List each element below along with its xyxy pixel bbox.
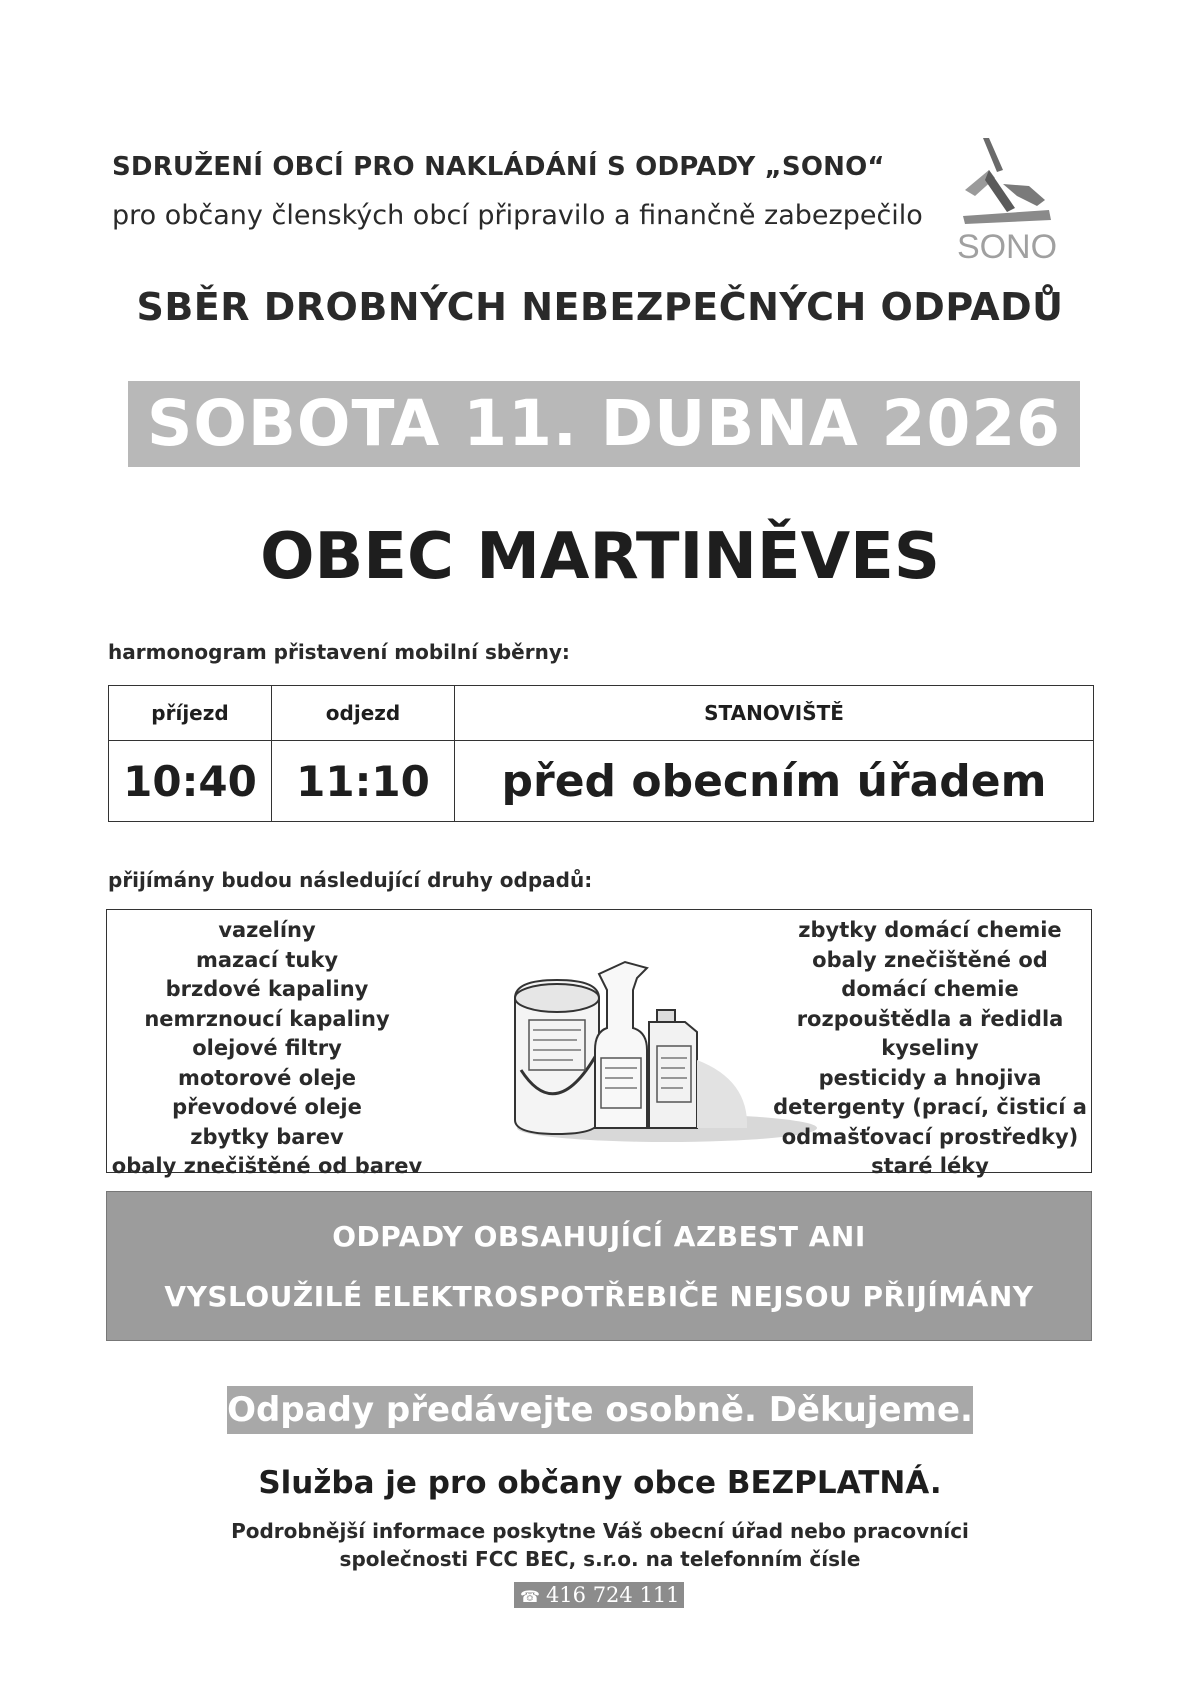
organization-subtitle: pro občany členských obcí připravilo a finančně zabezpečilo (112, 200, 923, 231)
waste-types-box (106, 909, 1092, 1178)
list-item: zbytky domácí chemie (798, 918, 1062, 942)
date-banner: SOBOTA 11. DUBNA 2026 (128, 381, 1080, 467)
list-item: nemrznoucí kapaliny (144, 1006, 390, 1031)
warning-line-1: ODPADY OBSAHUJÍCÍ AZBEST ANI (332, 1220, 866, 1253)
waste-list-left (107, 916, 427, 1182)
list-item: domácí chemie (841, 977, 1019, 1001)
list-item: detergenty (prací, čisticí a (773, 1095, 1087, 1119)
organization-name: SDRUŽENÍ OBCÍ PRO NAKLÁDÁNÍ S ODPADY „SONO“ (112, 152, 885, 182)
schedule-label: harmonogram přistavení mobilní sběrny: (108, 640, 570, 664)
telephone-icon: ☎ (520, 1587, 540, 1606)
list-item: staré léky (871, 1154, 989, 1178)
free-service-note: Služba je pro občany obce BEZPLATNÁ. (258, 1465, 942, 1501)
list-item: obaly znečištěné od (812, 947, 1048, 972)
header-location: STANOVIŠTĚ (455, 686, 1094, 741)
list-item: odmašťovací prostředky) (781, 1124, 1079, 1149)
arrival-time: 10:40 (109, 741, 272, 822)
main-title: SBĚR DROBNÝCH NEBEZPEČNÝCH ODPADŮ (136, 285, 1064, 329)
location-value: před obecním úřadem (455, 741, 1094, 822)
list-item: vazelíny (218, 918, 316, 942)
waste-list-right (767, 916, 1093, 1182)
contact-info-line-2: společnosti FCC BEC, s.r.o. na telefonním čísle (339, 1547, 861, 1571)
phone-number: 416 724 111 (545, 1583, 680, 1607)
list-item: rozpouštědla a ředidla (796, 1006, 1064, 1031)
list-item: zbytky barev (190, 1124, 344, 1149)
list-item: mazací tuky (195, 947, 339, 972)
list-item: motorové oleje (177, 1065, 357, 1090)
contact-info (0, 1517, 1200, 1573)
warning-banner (106, 1191, 1092, 1341)
schedule-table (108, 685, 1094, 822)
list-item: kyseliny (881, 1036, 979, 1060)
logo-text: SONO (956, 228, 1058, 266)
contact-info-line-1: Podrobnější informace poskytne Váš obecní úřad nebo pracovníci (231, 1519, 969, 1543)
phone-number-box (514, 1582, 684, 1608)
list-item: olejové filtry (192, 1036, 342, 1060)
village-name: OBEC MARTINĚVES (260, 520, 940, 594)
sono-logo-icon (945, 130, 1065, 270)
departure-time: 11:10 (272, 741, 455, 822)
list-item: obaly znečištěné od barev (111, 1154, 423, 1178)
list-item: převodové oleje (172, 1095, 362, 1119)
header-departure: odjezd (272, 686, 455, 741)
handover-note: Odpady předávejte osobně. Děkujeme. (227, 1386, 973, 1434)
warning-line-2: VYSLOUŽILÉ ELEKTROSPOTŘEBIČE NEJSOU PŘIJÍMÁNY (164, 1280, 1034, 1313)
list-item: brzdové kapaliny (165, 977, 369, 1001)
header-arrival: příjezd (109, 686, 272, 741)
list-item: pesticidy a hnojiva (818, 1065, 1042, 1090)
waste-label: přijímány budou následující druhy odpadů: (108, 868, 593, 892)
